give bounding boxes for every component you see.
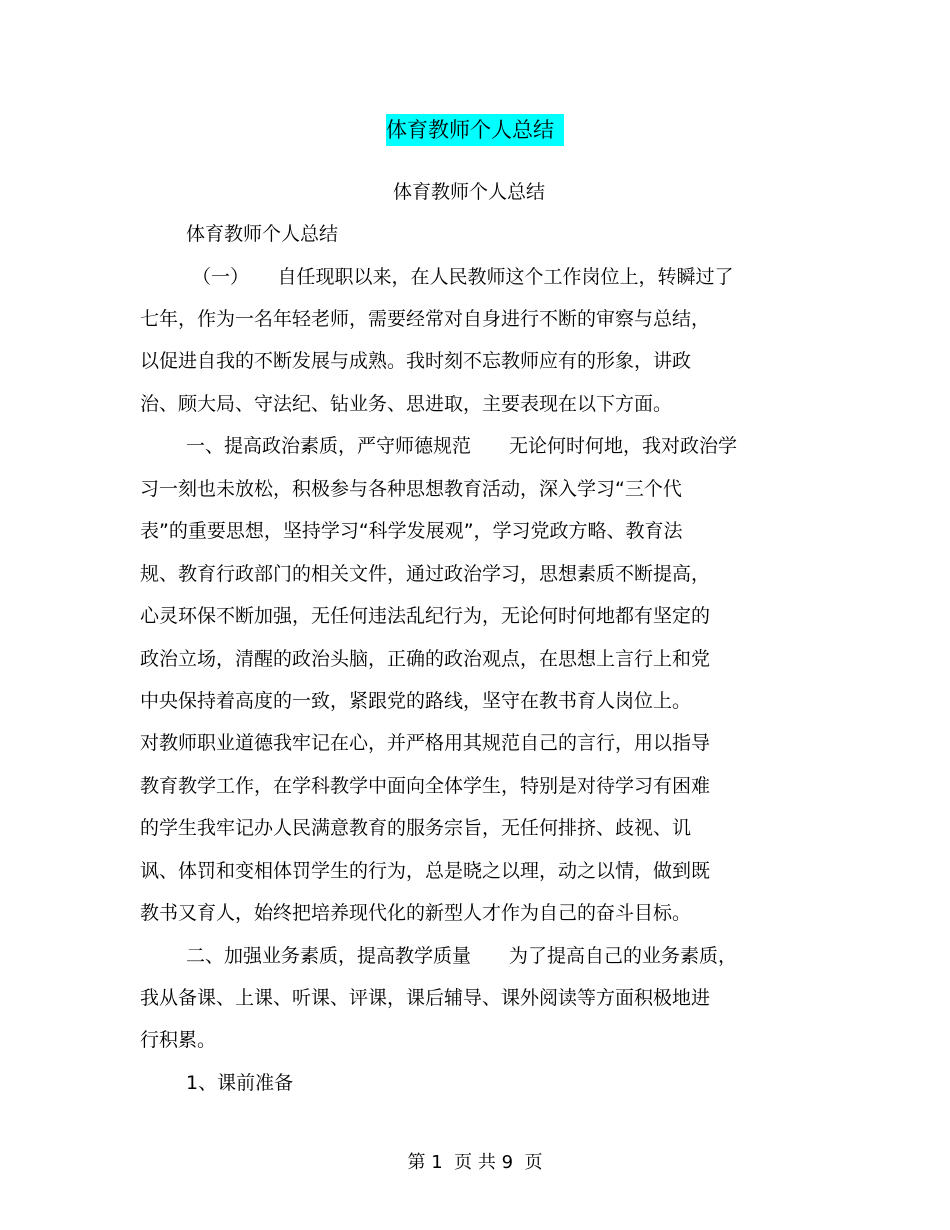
- paragraph-line: 以促进自我的不断发展与成熟。我时刻不忘教师应有的形象，讲政: [140, 350, 692, 372]
- paragraph-line: 政治立场，清醒的政治头脑，正确的政治观点，在思想上言行上和党: [140, 648, 711, 670]
- paragraph-line: （一） 自任现职以来，在人民教师这个工作岗位上，转瞬过了: [192, 266, 734, 288]
- paragraph-line: 心灵环保不断加强，无任何违法乱纪行为，无论何时何地都有坚定的: [140, 605, 711, 627]
- title-container: [0, 114, 950, 146]
- paragraph-line: 表”的重要思想，坚持学习“科学发展观”，学习党政方略、教育法: [140, 520, 683, 542]
- paragraph-line: 七年，作为一名年轻老师，需要经常对自身进行不断的审察与总结，: [140, 308, 711, 330]
- paragraph-line: 一、提高政治素质，严守师德规范 无论何时何地，我对政治学: [186, 435, 738, 457]
- document-subtitle: 体育教师个人总结: [392, 181, 545, 203]
- document-title: 体育教师个人总结: [386, 114, 564, 146]
- paragraph-line: 教育教学工作，在学科教学中面向全体学生，特别是对待学习有困难: [140, 775, 711, 797]
- paragraph-line: 讽、体罚和变相体罚学生的行为，总是晓之以理，动之以情，做到既: [140, 860, 711, 882]
- page-number-footer: 第 1 页 共 9 页: [407, 1152, 543, 1173]
- paragraph-line: 行积累。: [140, 1029, 217, 1051]
- paragraph-line: 1、课前准备: [186, 1072, 294, 1094]
- paragraph-line: 对教师职业道德我牢记在心，并严格用其规范自己的言行，用以指导: [140, 732, 711, 754]
- paragraph-line: 教书又育人，始终把培养现代化的新型人才作为自己的奋斗目标。: [140, 902, 692, 924]
- paragraph-line: 我从备课、上课、听课、评课，课后辅导、课外阅读等方面积极地进: [140, 987, 711, 1009]
- paragraph-line: 二、加强业务素质，提高教学质量 为了提高自己的业务素质，: [186, 945, 738, 967]
- paragraph-line: 中央保持着高度的一致，紧跟党的路线，坚守在教书育人岗位上。: [140, 690, 692, 712]
- paragraph-line: 的学生我牢记办人民满意教育的服务宗旨，无任何排挤、歧视、讥: [140, 817, 692, 839]
- paragraph-line: 规、教育行政部门的相关文件，通过政治学习，思想素质不断提高，: [140, 563, 711, 585]
- paragraph-line: 治、顾大局、守法纪、钻业务、思进取，主要表现在以下方面。: [140, 393, 673, 415]
- paragraph-line: 体育教师个人总结: [186, 223, 339, 245]
- paragraph-line: 习一刻也未放松，积极参与各种思想教育活动，深入学习“三个代: [140, 478, 682, 500]
